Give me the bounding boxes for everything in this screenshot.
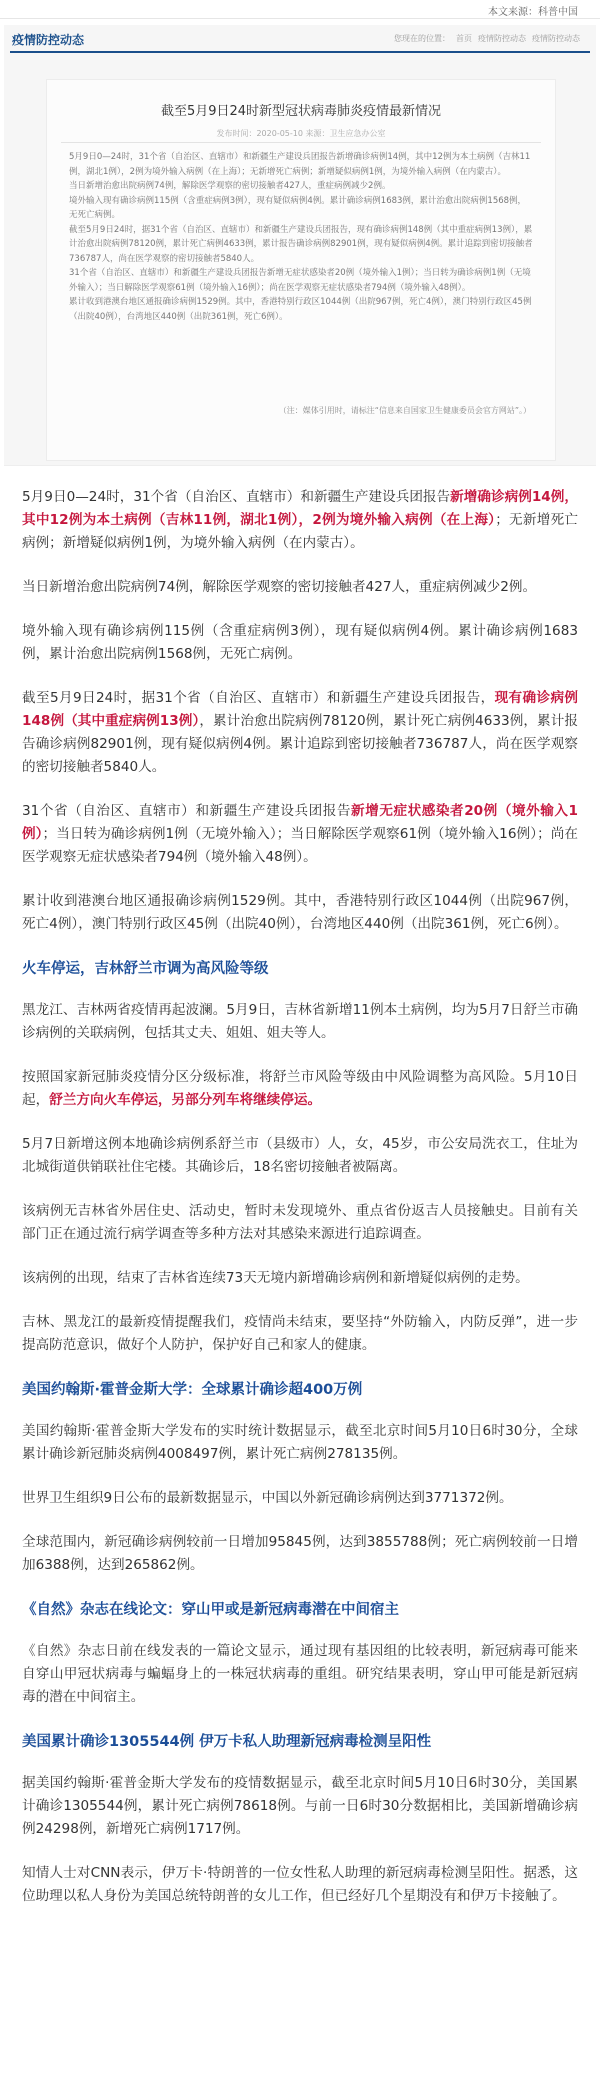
notice-title: 截至5月9日24时新型冠状病毒肺炎疫情最新情况 [160, 104, 442, 119]
section-heading: 《自然》杂志在线论文：穿山甲或是新冠病毒潜在中间宿主 [22, 1602, 399, 1618]
tab-underline [10, 51, 590, 53]
breadcrumb-item: 疫情防控动态 [532, 34, 580, 43]
divider [61, 142, 541, 143]
text: ；无新增死亡病例；新增疑似病例1例，为境外输入病例（在内蒙古）。 [22, 512, 578, 551]
screenshot-tab: 疫情防控动态 [12, 33, 85, 47]
paragraph: 该病例的出现，结束了吉林省连续73天无境内新增确诊病例和新增疑似病例的走势。 [22, 1270, 529, 1286]
paragraph: 美国约翰斯·霍普金斯大学发布的实时统计数据显示，截至北京时间5月10日6时30分，全球累计确诊新冠肺炎病例4008497例，累计死亡病例278135例。 [22, 1423, 578, 1462]
notice-meta: 发布时间：2020-05-10 来源：卫生应急办公室 [216, 129, 386, 138]
section-heading: 火车停运，吉林舒兰市调为高风险等级 [22, 961, 269, 977]
section-heading: 美国约翰斯·霍普金斯大学：全球累计确诊超400万例 [22, 1382, 363, 1398]
text: ；当日转为确诊病例1例（无境外输入）；当日解除医学观察61例（境外输入16例）；尚在医学观察无症状感染者794例（境外输入48例）。 [22, 826, 578, 865]
highlight-text: 现有确诊病例148例（其中重症病例13例） [22, 690, 579, 729]
section-heading: 美国累计确诊1305544例 伊万卡私人助理新冠病毒检测呈阳性 [22, 1734, 432, 1750]
paragraph: 境外输入现有确诊病例115例（含重症病例3例），现有疑似病例4例。累计确诊病例1683例，累计治愈出院病例1568例，无死亡病例。 [22, 623, 578, 662]
paragraph [22, 486, 578, 555]
article-body [0, 466, 600, 1908]
text: 截至5月9日24时，据31个省（自治区、直辖市）和新疆生产建设兵团报告， [22, 690, 495, 706]
notice-card [46, 79, 556, 461]
paragraph: 累计收到港澳台地区通报确诊病例1529例。其中，香港特别行政区1044例（出院967例，死亡4例），澳门特别行政区45例（出院40例），台湾地区440例（出院361例，死亡6例）。 [22, 893, 578, 932]
text: 31个省（自治区、直辖市）和新疆生产建设兵团报告 [22, 803, 352, 819]
breadcrumb-item: 疫情防控动态 [478, 34, 526, 43]
paragraph: 世界卫生组织9日公布的最新数据显示，中国以外新冠确诊病例达到3771372例。 [22, 1490, 513, 1506]
paragraph: 当日新增治愈出院病例74例，解除医学观察的密切接触者427人，重症病例减少2例。 [22, 579, 537, 595]
text: ，累计治愈出院病例78120例，累计死亡病例4633例，累计报告确诊病例82901例，现有疑似病例4例。累计追踪到密切接触者736787人，尚在医学观察的密切接触者5840人。 [22, 713, 578, 775]
notice-footnote: （注：媒体引用时，请标注“信息来自国家卫生健康委员会官方网站”。） [278, 406, 531, 415]
paragraph: 据美国约翰斯·霍普金斯大学发布的疫情数据显示，截至北京时间5月10日6时30分，美国累计确诊1305544例，累计死亡病例78618例。与前一日6时30分数据相比，美国新增确诊病例24298例，新增死亡病例1717例。 [22, 1775, 578, 1837]
paragraph: 《自然》杂志日前在线发表的一篇论文显示，通过现有基因组的比较表明，新冠病毒可能来自穿山甲冠状病毒与蝙蝠身上的一株冠状病毒的重组。研究结果表明，穿山甲可能是新冠病毒的潜在中间宿主。 [22, 1643, 578, 1705]
embedded-screenshot [4, 25, 596, 466]
text: 按照国家新冠肺炎疫情分区分级标准，将舒兰市风险等级由中风险调整为高风险。5月10日起， [22, 1069, 578, 1108]
top-bar [0, 0, 600, 19]
breadcrumb-item: 您现在的位置： [394, 34, 450, 43]
highlight-text: 舒兰方向火车停运，另部分列车将继续停运。 [49, 1092, 322, 1108]
paragraph: 全球范围内，新冠确诊病例较前一日增加95845例，达到3855788例；死亡病例较前一日增加6388例，达到265862例。 [22, 1534, 578, 1573]
paragraph [22, 800, 578, 869]
breadcrumb-item: 首页 [456, 34, 472, 43]
paragraph: 该病例无吉林省外居住史、活动史，暂时未发现境外、重点省份返吉人员接触史。目前有关部门正在通过流行病学调查等多种方法对其感染来源进行追踪调查。 [22, 1203, 578, 1242]
paragraph [22, 687, 578, 779]
source-label: 本文来源：科普中国 [488, 7, 578, 18]
highlight-text: 新增无症状感染者20例（境外输入1例） [22, 803, 579, 842]
paragraph: 5月7日新增这例本地确诊病例系舒兰市（县级市）人，女，45岁，市公安局洗衣工，住址为北城街道供销联社住宅楼。其确诊后，18名密切接触者被隔离。 [22, 1136, 578, 1175]
paragraph: 吉林、黑龙江的最新疫情提醒我们，疫情尚未结束，要坚持“外防输入，内防反弹”，进一步提高防范意识，做好个人防护，保护好自己和家人的健康。 [22, 1314, 578, 1353]
highlight-text: 新增确诊病例14例，其中12例为本土病例（吉林11例，湖北1例），2例为境外输入病例（在上海） [22, 489, 578, 528]
breadcrumb [394, 33, 580, 44]
text: 5月9日0—24时，31个省（自治区、直辖市）和新疆生产建设兵团报告 [22, 489, 451, 505]
notice-body: 5月9日0—24时，31个省（自治区、直辖市）和新疆生产建设兵团报告新增确诊病例14例，其中12例为本土病例（吉林11例，湖北1例），2例为境外输入病例（在上海）；无新增死亡病例；新增疑似病例1例，为境外输入病例（在内蒙古）。 当日新增治愈出院病例74例，解除医学观察的密切接触者427人，重症病例减少2例。 境外输入现有确诊病例115例（含重症病例3例），现有疑似病例4例。累计确诊病例1683例，累计治愈出院病例1568例，无死亡病例。 截至5月9日24时，据31个省（自治区、直辖市）和新疆生产建设兵团报告，现有确诊病例148例（其中重症病例13例），累计治愈出院病例78120例，累计死亡病例4633例，累计报告确诊病例82901例，现有疑似病例4例。累计追踪到密切接触者736787人，尚在医学观察的密切接触者5840人。 31个省（自治区、直辖市）和新疆生产建设兵团报告新增无症状感染者20例（境外输入1例）；当日转为确诊病例1例（无境外输入）；当日解除医学观察61例（境外输入16例）；尚在医学观察无症状感染者794例（境外输入48例）。 累计收到港澳台地区通报确诊病例1529例。其中，香港特别行政区1044例（出院967例，死亡4例），澳门特别行政区45例（出院40例），台湾地区440例（出院361例，死亡6例）。 [69, 152, 533, 322]
paragraph: 黑龙江、吉林两省疫情再起波澜。5月9日，吉林省新增11例本土病例，均为5月7日舒兰市确诊病例的关联病例，包括其丈夫、姐姐、姐夫等人。 [22, 1002, 578, 1041]
paragraph: 知情人士对CNN表示，伊万卡·特朗普的一位女性私人助理的新冠病毒检测呈阳性。据悉，这位助理以私人身份为美国总统特朗普的女儿工作，但已经好几个星期没有和伊万卡接触了。 [22, 1865, 578, 1904]
paragraph [22, 1066, 578, 1112]
